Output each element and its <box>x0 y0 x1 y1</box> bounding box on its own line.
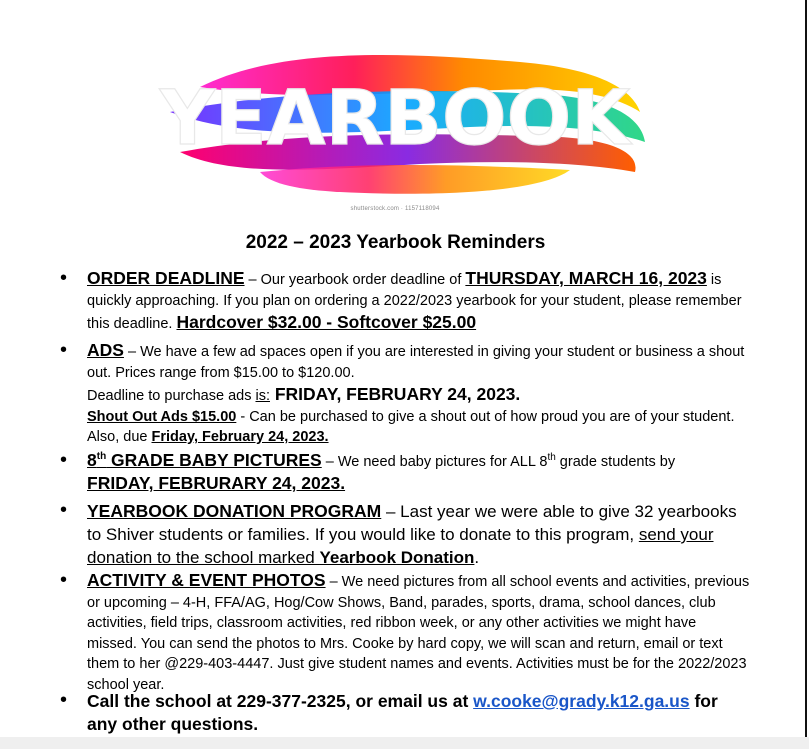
logo-text: YEARBOOK <box>159 73 631 162</box>
baby-heading-rest: GRADE BABY PICTURES <box>106 450 322 470</box>
order-text-2: is quickly approaching. If you plan on ordering a 2022/2023 yearbook for your student, please remember this deadline. <box>87 272 742 332</box>
yearbook-logo <box>140 32 650 222</box>
donation-instruction: send your donation to the school marked <box>87 525 714 567</box>
order-text-1: – Our yearbook order deadline of <box>244 272 466 288</box>
photos-text: – We need pictures from all school events and activities, previous or upcoming – 4-H, FFA/AG, Hog/Cow Shows, Band, parades, sports, drama, school dances, club activities, field trips, classroom activities, red ribbon week, or any other activities we might have missed. You can send the photos to Mrs. Cooke by hard copy, we will scan and return, email or text them to her @229-403-4447. Just give student names and events. Activities must be for the 2022/2023 school year. <box>87 574 750 693</box>
contact-text-2: for any other questions. <box>87 691 718 734</box>
bottom-bar <box>0 737 809 749</box>
list-item-ads <box>60 340 750 450</box>
order-date: THURSDAY, MARCH 16, 2023 <box>465 268 707 288</box>
order-prices: Hardcover $32.00 - Softcover $25.00 <box>176 312 477 332</box>
list-item-activity-photos <box>60 570 750 693</box>
baby-text-1: – We need baby pictures for ALL 8 <box>321 454 548 470</box>
list-item-contact <box>60 690 750 738</box>
email-link[interactable]: w.cooke@grady.k12.ga.us <box>473 691 690 711</box>
baby-text-sup: th <box>547 452 556 464</box>
page-title: 2022 – 2023 Yearbook Reminders <box>245 232 546 253</box>
image-credit: shutterstock.com · 1157118094 <box>350 206 440 212</box>
ads-deadline-date: FRIDAY, FEBRUARY 24, 2023. <box>269 384 521 404</box>
baby-heading-num: 8 <box>87 450 97 470</box>
shout-out-text: - Can be purchased to give a shout out of how proud you are of your student. Also, due <box>87 409 735 445</box>
baby-text-2: grade students by <box>555 454 676 470</box>
shout-out-label: Shout Out Ads $15.00 <box>87 409 237 425</box>
page-right-edge <box>805 0 807 737</box>
donation-text-1: – Last year we were able to give 32 yearbooks to Shiver students or families. If you would like to donate to this program, <box>87 502 737 544</box>
list-item-donation-program <box>60 500 750 570</box>
photos-heading: ACTIVITY & EVENT PHOTOS <box>87 570 326 590</box>
donation-heading: YEARBOOK DONATION PROGRAM <box>87 501 382 521</box>
ads-heading: ADS <box>87 340 124 360</box>
ads-text-1: – We have a few ad spaces open if you are interested in giving your student or business a shout out. Prices range from $15.00 to $120.00. <box>87 344 745 381</box>
donation-end: . <box>474 548 480 567</box>
donation-marker: Yearbook Donation <box>319 548 475 567</box>
baby-date: FRIDAY, FEBRURARY 24, 2023. <box>87 473 346 493</box>
list-item-baby-pictures <box>60 450 750 500</box>
contact-text-1: Call the school at 229-377-2325, or email us at <box>87 691 474 711</box>
ads-deadline-is: is: <box>255 388 270 404</box>
shout-out-date: Friday, February 24, 2023. <box>151 429 329 445</box>
baby-heading-sup: th <box>96 451 107 463</box>
list-item-order-deadline <box>60 268 750 340</box>
order-deadline-heading: ORDER DEADLINE <box>87 268 245 288</box>
ads-deadline-pre: Deadline to purchase ads <box>87 388 256 404</box>
reminder-list <box>60 268 750 738</box>
